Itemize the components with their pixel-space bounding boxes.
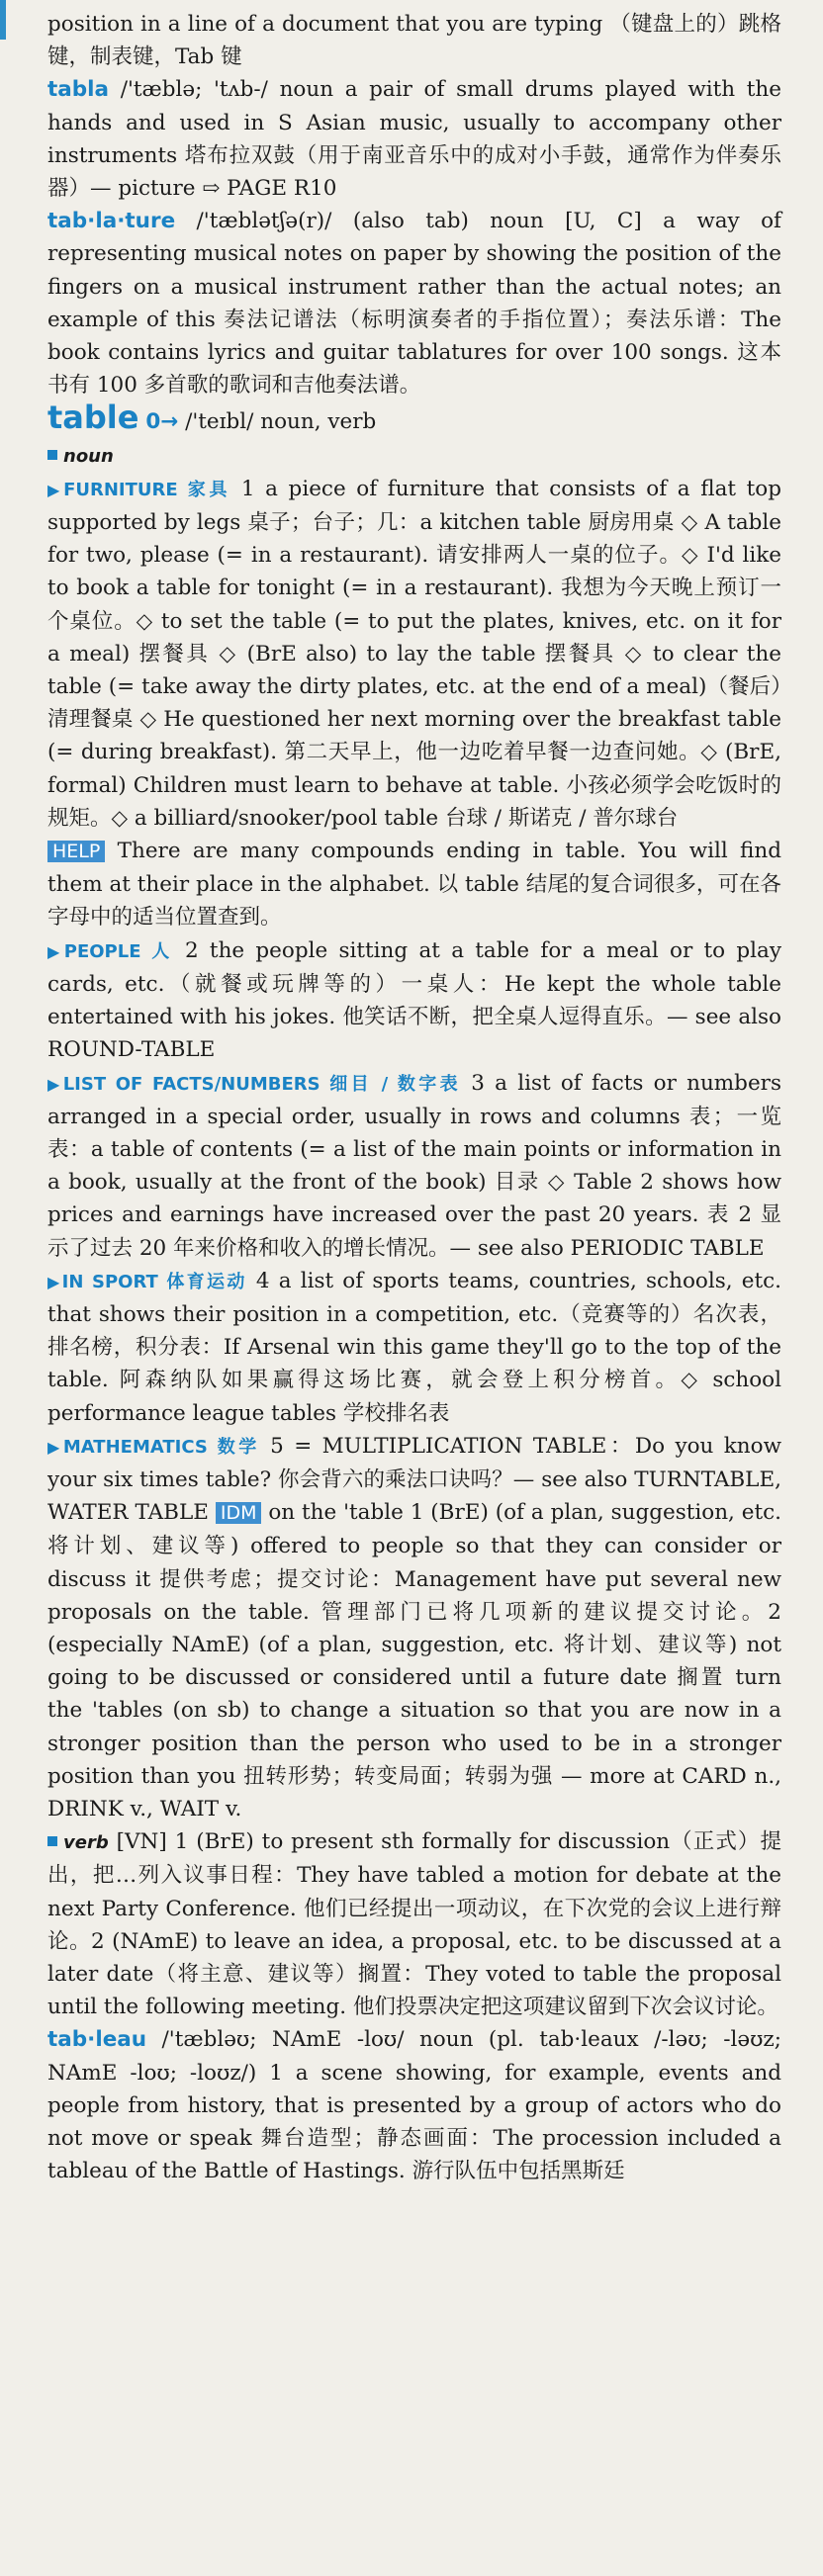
sense-label: PEOPLE 人 (63, 940, 174, 962)
sense-list (47, 1067, 781, 1265)
sense-sport (47, 1265, 781, 1430)
square-bullet-icon (47, 1836, 57, 1846)
pos-noun: noun (47, 439, 781, 473)
pronunciation: /'teɪbl/ noun, verb (178, 409, 377, 435)
entry-tableau (47, 2023, 781, 2187)
headword: tab·leau (47, 2027, 147, 2053)
entry-body: /'tæblə; 'tʌb-/ noun a pair of small drums played with the hands and used in S Asian music, usually to accompany other instruments 塔布拉双鼓（用于南亚音乐中的成对小手鼓，通常作为伴奏乐器）— picture ⇨ PAGE R10 (47, 77, 781, 202)
help-badge: HELP (47, 841, 105, 862)
help-text: There are many compounds ending in table. You will find them at their place in the alphabet. 以 table 结尾的复合词很多，可在各字母中的适当位置查到。 (47, 839, 781, 931)
page-edge-marker (0, 0, 6, 40)
sense-label: IN SPORT 体育运动 (61, 1271, 247, 1292)
headword: tab·la·ture (47, 209, 176, 234)
idm-badge: IDM (216, 1502, 262, 1524)
entry-continuation: position in a line of a document that you are typing （键盘上的）跳格键，制表键，Tab 键 (47, 12, 781, 70)
help-note (47, 835, 781, 934)
sense-people (47, 934, 781, 1067)
headword: table (47, 399, 139, 437)
key-word-icon: 0→ (145, 409, 179, 435)
pos-verb: verb [VN] 1 (BrE) to present sth formally for discussion（正式）提出，把…列入议事日程：They have tabled a motion for debate at the next Party Conference. 他们已经提出一项动议，在下次党的会议上进行辩论。2 (NAmE) to leave an idea, a proposal, etc. to be discussed at a later date（将主意、建议等）搁置：They voted to table the proposal until the following meeting. 他们投票决定把这项建议留到下次会议讨论。 (47, 1829, 781, 2020)
sense-text: 5 = MULTIPLICATION TABLE：Do you know your six times table? 你会背六的乘法口诀吗？— see also TURNTABLE, WATER TABLE (47, 1433, 781, 1526)
sense-furniture (47, 473, 781, 835)
headword: tabla (47, 77, 110, 103)
sense-text: 3 a list of facts or numbers arranged in a special order, usually in rows and columns 表；一览表：a table of contents (= a list of the main points or information in a book, usually at the front of the book) 目录 ◇ Table 2 shows how prices and earnings have increased over the past 20 years. 表 2 显示了过去 20 年来价格和收入的增长情况。— see also PERIODIC TABLE (47, 1070, 781, 1261)
entry-tabla (47, 73, 781, 205)
dictionary-page (47, 8, 781, 2187)
sense-text: 4 a list of sports teams, countries, schools, etc. that shows their position in a competition, etc.（竞赛等的）名次表，排名榜，积分表：If Arsenal win this game they'll go to the top of the table. 阿森纳队如果赢得这场比赛，就会登上积分榜首。◇ school performance league tables 学校排名表 (47, 1268, 781, 1426)
triangle-bullet-icon: ▶ (47, 941, 64, 961)
idioms-text: on the 'table 1 (BrE) (of a plan, suggestion, etc. 将计划、建议等) offered to people so that they can consider or discuss it 提供考虑；提交讨论：Management have put several new proposals on the table. 管理部门已将几项新的建议提交讨论。2 (especially NAmE) (of a plan, suggestion, etc. 将计划、建议等) not going to be discussed or considered until a future date 搁置 turn the 'tables (on sb) to change a situation so that you are now in a stronger position than the person who used to be in a stronger position than you 扭转形势；转变局面；转弱为强 — more at CARD n., DRINK v., WAIT v. (47, 1500, 782, 1821)
entry-table (47, 401, 781, 438)
triangle-bullet-icon: ▶ (47, 480, 64, 499)
entry-body: /'tæbləʊ; NAmE -loʊ/ noun (pl. tab·leaux /-ləʊ; -ləʊz; NAmE -loʊ; -loʊz/) 1 a scene showing, for example, events and people from history, that is presented by a group of actors who do not move or speak 舞台造型；静态画面：The procession included a tableau of the Battle of Hastings. 游行队伍中包括黑斯廷 (47, 2027, 781, 2184)
triangle-bullet-icon: ▶ (47, 1437, 63, 1457)
sense-label: MATHEMATICS 数学 (62, 1436, 260, 1458)
sense-label: FURNITURE 家具 (63, 479, 231, 500)
sense-label: LIST OF FACTS/NUMBERS 细目 / 数字表 (62, 1073, 462, 1095)
triangle-bullet-icon: ▶ (47, 1074, 63, 1094)
entry-tablature (47, 205, 781, 401)
sense-text: 2 the people sitting at a table for a meal or to play cards, etc.（就餐或玩牌等的）一桌人：He kept the whole table entertained with his jokes. 他笑话不断，把全桌人逗得直乐。— see also ROUND-TABLE (47, 937, 782, 1063)
sense-mathematics (47, 1430, 781, 1825)
entry-body: /'tæblətʃə(r)/ (also tab) noun [U, C] a way of representing musical notes on paper by showing the position of the fingers on a musical instrument rather than the actual notes; an example of this 奏法记谱法（标明演奏者的手指位置）；奏法乐谱：The book contains lyrics and guitar tablatures for over 100 songs. 这本书有 100 多首歌的歌词和吉他奏法谱。 (47, 209, 781, 399)
triangle-bullet-icon: ▶ (47, 1272, 62, 1291)
verb-text: [VN] 1 (BrE) to present sth formally for discussion（正式）提出，把…列入议事日程：They have tabled a motion for debate at the next Party Conference. 他们已经提出一项动议，在下次党的会议上进行辩论。2 (NAmE) to leave an idea, a proposal, etc. to be discussed at a later date（将主意、建议等）搁置：They voted to table the proposal until the following meeting. 他们投票决定把这项建议留到下次会议讨论。 (47, 1829, 781, 2020)
sense-text: 1 a piece of furniture that consists of a flat top supported by legs 桌子；台子；几：a kitchen table 厨房用桌 ◇ A table for two, please (= in a restaurant). 请安排两人一桌的位子。◇ I'd like to book a table for tonight (= in a restaurant). 我想为今天晚上预订一个桌位。◇ to set the table (= to put the plates, knives, etc. on it for a meal) 摆餐具 ◇ (BrE also) to lay the table 摆餐具 ◇ to clear the table (= take away the dirty plates, etc. at the end of a meal)（餐后）清理餐桌 ◇ He questioned her next morning over the breakfast table (= during breakfast). 第二天早上，他一边吃着早餐一边查问她。◇ (BrE, formal) Children must learn to behave at table. 小孩必须学会吃饭时的规矩。◇ a billiard/snooker/pool table 台球 / 斯诺克 / 普尔球台 (47, 476, 781, 831)
square-bullet-icon (47, 450, 57, 460)
